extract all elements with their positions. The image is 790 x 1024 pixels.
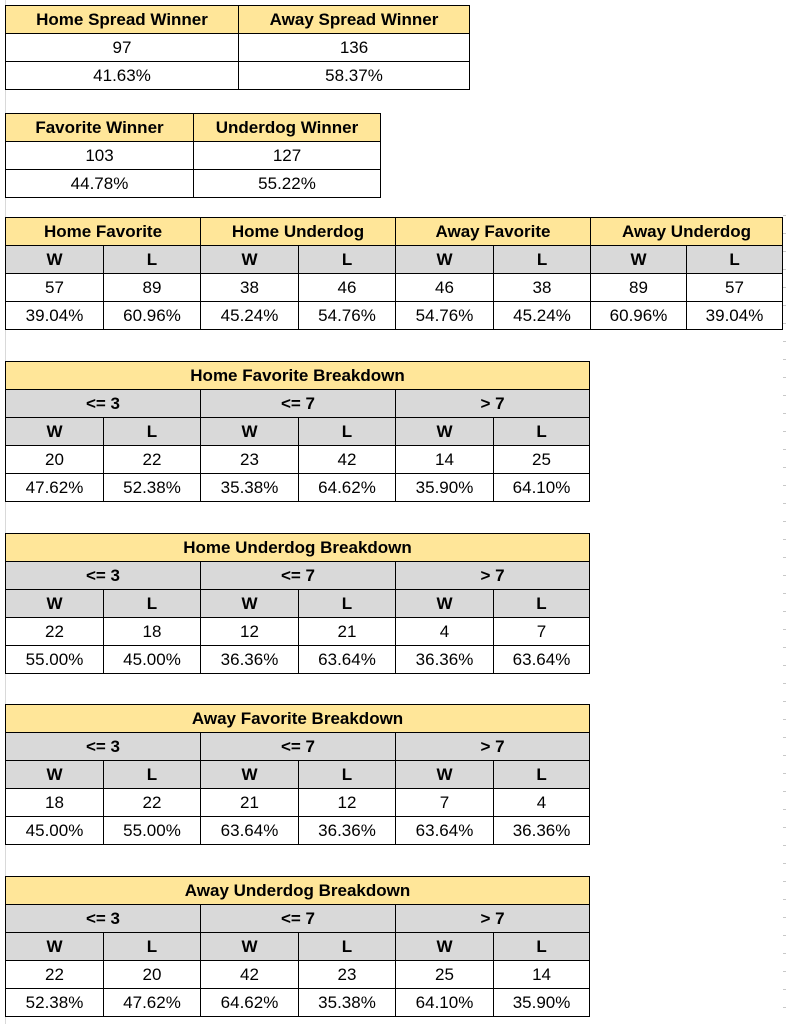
percent-cell[interactable]: 35.90% xyxy=(396,474,494,502)
percent-row xyxy=(6,646,590,674)
percent-cell[interactable]: 45.24% xyxy=(201,302,299,330)
count-cell[interactable]: 22 xyxy=(6,618,104,646)
group-header-row xyxy=(6,218,783,246)
percent-cell[interactable]: 64.10% xyxy=(494,474,590,502)
loss-header-cell[interactable]: L xyxy=(494,590,590,618)
favorite-winner-header[interactable]: Favorite Winner xyxy=(6,114,194,142)
count-cell[interactable]: 57 xyxy=(687,274,783,302)
win-header-cell[interactable]: W xyxy=(201,246,299,274)
count-row xyxy=(6,961,590,989)
home-away-combo-table xyxy=(5,217,783,330)
loss-header-cell[interactable]: L xyxy=(687,246,783,274)
range-gt7-header[interactable]: > 7 xyxy=(396,562,590,590)
loss-header-cell[interactable]: L xyxy=(494,246,591,274)
count-cell[interactable]: 21 xyxy=(201,789,299,817)
range-le7-header[interactable]: <= 7 xyxy=(201,905,396,933)
breakdown-title-row xyxy=(6,362,590,390)
count-cell[interactable]: 38 xyxy=(201,274,299,302)
underdog-percent-cell[interactable]: 55.22% xyxy=(194,170,381,198)
away-spread-winner-header[interactable]: Away Spread Winner xyxy=(239,6,470,34)
favorite-underdog-table xyxy=(5,113,381,198)
range-le3-header[interactable]: <= 3 xyxy=(6,562,201,590)
win-header-cell[interactable]: W xyxy=(396,590,494,618)
win-header-cell[interactable]: W xyxy=(201,761,299,789)
count-cell[interactable]: 42 xyxy=(201,961,299,989)
count-cell[interactable]: 4 xyxy=(396,618,494,646)
count-cell[interactable]: 18 xyxy=(104,618,201,646)
percent-cell[interactable]: 47.62% xyxy=(6,474,104,502)
breakdown-title[interactable]: Home Favorite Breakdown xyxy=(6,362,590,390)
percent-row xyxy=(6,474,590,502)
win-header-cell[interactable]: W xyxy=(201,933,299,961)
wl-header-row xyxy=(6,418,590,446)
count-cell[interactable]: 46 xyxy=(396,274,494,302)
away-favorite-header[interactable]: Away Favorite xyxy=(396,218,591,246)
range-le7-header[interactable]: <= 7 xyxy=(201,390,396,418)
loss-header-cell[interactable]: L xyxy=(104,761,201,789)
column-boundary-dots xyxy=(783,215,786,1015)
range-le3-header[interactable]: <= 3 xyxy=(6,390,201,418)
count-cell[interactable]: 89 xyxy=(591,274,687,302)
count-cell[interactable]: 25 xyxy=(396,961,494,989)
home-underdog-breakdown-table xyxy=(5,533,590,674)
count-cell[interactable]: 22 xyxy=(104,446,201,474)
spread-range-row xyxy=(6,390,590,418)
count-cell[interactable]: 57 xyxy=(6,274,104,302)
percent-cell[interactable]: 47.62% xyxy=(104,989,201,1017)
win-header-cell[interactable]: W xyxy=(6,418,104,446)
loss-header-cell[interactable]: L xyxy=(104,246,201,274)
percent-cell[interactable]: 36.36% xyxy=(396,646,494,674)
count-cell[interactable]: 22 xyxy=(104,789,201,817)
percent-cell[interactable]: 64.62% xyxy=(299,474,396,502)
loss-header-cell[interactable]: L xyxy=(299,590,396,618)
range-le7-header[interactable]: <= 7 xyxy=(201,562,396,590)
percent-cell[interactable]: 36.36% xyxy=(494,817,590,845)
favorite-percent-cell[interactable]: 44.78% xyxy=(6,170,194,198)
percent-row xyxy=(6,302,783,330)
percent-cell[interactable]: 35.90% xyxy=(494,989,590,1017)
underdog-count-cell[interactable]: 127 xyxy=(194,142,381,170)
win-header-cell[interactable]: W xyxy=(591,246,687,274)
range-gt7-header[interactable]: > 7 xyxy=(396,390,590,418)
count-cell[interactable]: 23 xyxy=(201,446,299,474)
count-cell[interactable]: 38 xyxy=(494,274,591,302)
wl-header-row xyxy=(6,933,590,961)
count-cell[interactable]: 25 xyxy=(494,446,590,474)
breakdown-title[interactable]: Home Underdog Breakdown xyxy=(6,534,590,562)
win-header-cell[interactable]: W xyxy=(396,246,494,274)
spread-range-row xyxy=(6,733,590,761)
count-row xyxy=(6,274,783,302)
count-cell[interactable]: 4 xyxy=(494,789,590,817)
wl-header-row xyxy=(6,590,590,618)
range-le3-header[interactable]: <= 3 xyxy=(6,733,201,761)
percent-cell[interactable]: 45.00% xyxy=(104,646,201,674)
percent-cell[interactable]: 52.38% xyxy=(104,474,201,502)
loss-header-cell[interactable]: L xyxy=(494,933,590,961)
percent-cell[interactable]: 54.76% xyxy=(396,302,494,330)
loss-header-cell[interactable]: L xyxy=(494,418,590,446)
loss-header-cell[interactable]: L xyxy=(494,761,590,789)
percent-cell[interactable]: 39.04% xyxy=(6,302,104,330)
count-cell[interactable]: 21 xyxy=(299,618,396,646)
count-cell[interactable]: 22 xyxy=(6,961,104,989)
percent-cell[interactable]: 60.96% xyxy=(591,302,687,330)
range-gt7-header[interactable]: > 7 xyxy=(396,733,590,761)
away-underdog-breakdown-table xyxy=(5,876,590,1017)
win-header-cell[interactable]: W xyxy=(396,933,494,961)
percent-cell[interactable]: 45.24% xyxy=(494,302,591,330)
count-cell[interactable]: 20 xyxy=(104,961,201,989)
percent-row xyxy=(6,62,470,90)
range-le3-header[interactable]: <= 3 xyxy=(6,905,201,933)
away-favorite-breakdown-table xyxy=(5,704,590,845)
percent-cell[interactable]: 45.00% xyxy=(6,817,104,845)
win-header-cell[interactable]: W xyxy=(6,246,104,274)
count-cell[interactable]: 14 xyxy=(396,446,494,474)
percent-cell[interactable]: 55.00% xyxy=(6,646,104,674)
count-cell[interactable]: 12 xyxy=(201,618,299,646)
home-underdog-header[interactable]: Home Underdog xyxy=(201,218,396,246)
percent-cell[interactable]: 39.04% xyxy=(687,302,783,330)
percent-row xyxy=(6,170,381,198)
loss-header-cell[interactable]: L xyxy=(299,246,396,274)
away-spread-percent-cell[interactable]: 58.37% xyxy=(239,62,470,90)
win-header-cell[interactable]: W xyxy=(201,590,299,618)
percent-cell[interactable]: 35.38% xyxy=(201,474,299,502)
percent-cell[interactable]: 63.64% xyxy=(299,646,396,674)
away-underdog-header[interactable]: Away Underdog xyxy=(591,218,783,246)
count-row xyxy=(6,618,590,646)
breakdown-title[interactable]: Away Favorite Breakdown xyxy=(6,705,590,733)
win-header-cell[interactable]: W xyxy=(6,933,104,961)
count-row xyxy=(6,446,590,474)
percent-row xyxy=(6,989,590,1017)
loss-header-cell[interactable]: L xyxy=(104,933,201,961)
loss-header-cell[interactable]: L xyxy=(299,761,396,789)
breakdown-title-row xyxy=(6,705,590,733)
win-header-cell[interactable]: W xyxy=(396,418,494,446)
home-spread-count-cell[interactable]: 97 xyxy=(6,34,239,62)
percent-cell[interactable]: 63.64% xyxy=(494,646,590,674)
percent-cell[interactable]: 55.00% xyxy=(104,817,201,845)
wl-header-row xyxy=(6,761,590,789)
win-header-cell[interactable]: W xyxy=(396,761,494,789)
wl-header-row xyxy=(6,246,783,274)
count-cell[interactable]: 46 xyxy=(299,274,396,302)
percent-cell[interactable]: 54.76% xyxy=(299,302,396,330)
count-row xyxy=(6,789,590,817)
home-spread-winner-header[interactable]: Home Spread Winner xyxy=(6,6,239,34)
away-spread-count-cell[interactable]: 136 xyxy=(239,34,470,62)
header-row xyxy=(6,114,381,142)
count-cell[interactable]: 23 xyxy=(299,961,396,989)
percent-cell[interactable]: 64.10% xyxy=(396,989,494,1017)
loss-header-cell[interactable]: L xyxy=(299,418,396,446)
percent-cell[interactable]: 52.38% xyxy=(6,989,104,1017)
breakdown-title-row xyxy=(6,877,590,905)
percent-cell[interactable]: 63.64% xyxy=(201,817,299,845)
count-cell[interactable]: 18 xyxy=(6,789,104,817)
header-row xyxy=(6,6,470,34)
count-cell[interactable]: 14 xyxy=(494,961,590,989)
win-header-cell[interactable]: W xyxy=(6,761,104,789)
range-le7-header[interactable]: <= 7 xyxy=(201,733,396,761)
spread-winner-table xyxy=(5,5,470,90)
count-cell[interactable]: 89 xyxy=(104,274,201,302)
spread-range-row xyxy=(6,905,590,933)
win-header-cell[interactable]: W xyxy=(6,590,104,618)
count-cell[interactable]: 7 xyxy=(396,789,494,817)
percent-cell[interactable]: 63.64% xyxy=(396,817,494,845)
favorite-count-cell[interactable]: 103 xyxy=(6,142,194,170)
home-favorite-breakdown-table xyxy=(5,361,590,502)
count-row xyxy=(6,142,381,170)
percent-cell[interactable]: 35.38% xyxy=(299,989,396,1017)
home-spread-percent-cell[interactable]: 41.63% xyxy=(6,62,239,90)
win-header-cell[interactable]: W xyxy=(201,418,299,446)
loss-header-cell[interactable]: L xyxy=(104,590,201,618)
spread-range-row xyxy=(6,562,590,590)
count-cell[interactable]: 42 xyxy=(299,446,396,474)
percent-cell[interactable]: 60.96% xyxy=(104,302,201,330)
percent-cell[interactable]: 36.36% xyxy=(201,646,299,674)
count-cell[interactable]: 20 xyxy=(6,446,104,474)
loss-header-cell[interactable]: L xyxy=(299,933,396,961)
range-gt7-header[interactable]: > 7 xyxy=(396,905,590,933)
count-row xyxy=(6,34,470,62)
count-cell[interactable]: 12 xyxy=(299,789,396,817)
count-cell[interactable]: 7 xyxy=(494,618,590,646)
loss-header-cell[interactable]: L xyxy=(104,418,201,446)
percent-cell[interactable]: 36.36% xyxy=(299,817,396,845)
percent-cell[interactable]: 64.62% xyxy=(201,989,299,1017)
breakdown-title-row xyxy=(6,534,590,562)
underdog-winner-header[interactable]: Underdog Winner xyxy=(194,114,381,142)
percent-row xyxy=(6,817,590,845)
home-favorite-header[interactable]: Home Favorite xyxy=(6,218,201,246)
breakdown-title[interactable]: Away Underdog Breakdown xyxy=(6,877,590,905)
